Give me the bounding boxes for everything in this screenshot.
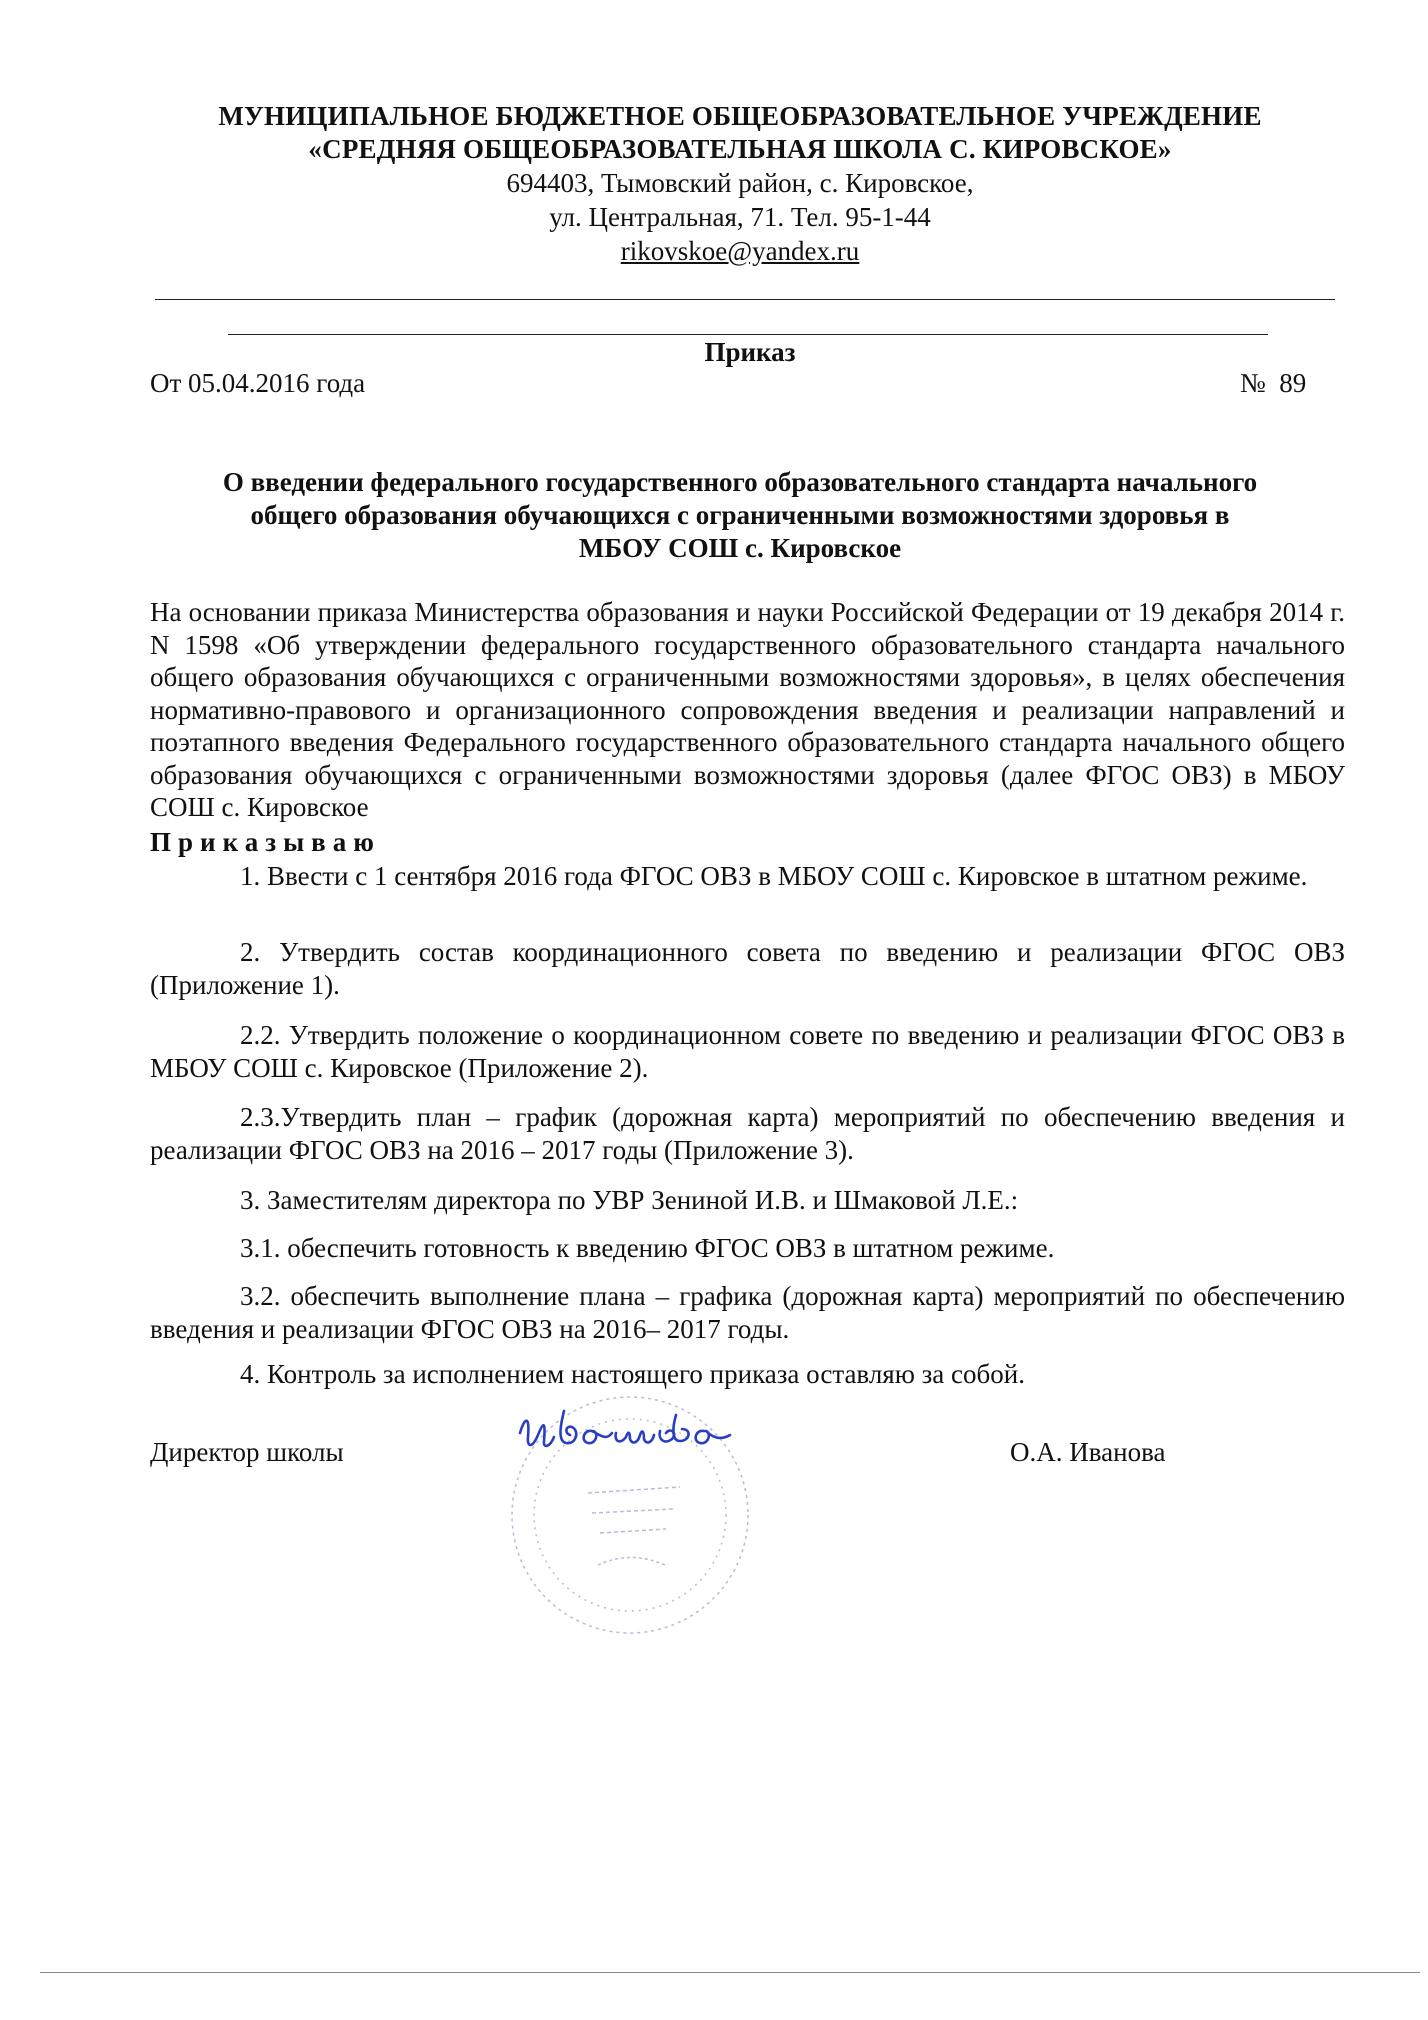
handwritten-signature-icon xyxy=(520,1411,730,1446)
order-item-2: 2. Утвердить состав координационного совета по введению и реализации ФГОС ОВЗ (Приложение 1). xyxy=(150,937,1345,1000)
subject-line2: общего образования обучающихся с ограниченными возможностями здоровья в xyxy=(250,500,1230,530)
signature-and-stamp xyxy=(480,1375,810,1645)
subject-line3: МБОУ СОШ с. Кировское xyxy=(578,533,902,563)
page-bottom-edge xyxy=(40,1972,1420,1973)
letterhead xyxy=(150,100,1330,268)
order-item-3-1: 3.1. обеспечить готовность к введению ФГОС ОВЗ в штатном режиме. xyxy=(240,1233,1055,1263)
signatory-name: О.А. Иванова xyxy=(1010,1437,1166,1467)
order-item-1: 1. Ввести с 1 сентября 2016 года ФГОС ОВЗ в МБОУ СОШ с. Кировское в штатном режиме. xyxy=(240,861,1308,891)
organization-name-line1: МУНИЦИПАЛЬНОЕ БЮДЖЕТНОЕ ОБЩЕОБРАЗОВАТЕЛЬНОЕ УЧРЕЖДЕНИЕ xyxy=(218,101,1262,131)
order-item-3-2: 3.2. обеспечить выполнение плана – графика (дорожная карта) мероприятий по обеспечению введения и реализации ФГОС ОВЗ на 2016– 2017 годы. xyxy=(150,1281,1345,1344)
order-item-2-2: 2.2. Утвердить положение о координационном совете по введению и реализации ФГОС ОВЗ в МБОУ СОШ с. Кировское (Приложение 2). xyxy=(150,1020,1345,1083)
directive-word: Приказываю xyxy=(150,827,381,857)
address-line2: ул. Центральная, 71. Тел. 95-1-44 xyxy=(549,202,931,232)
order-title: Приказ xyxy=(704,337,796,367)
order-item-4: 4. Контроль за исполнением настоящего приказа оставляю за собой. xyxy=(240,1359,1025,1389)
order-item-3: 3. Заместителям директора по УВР Зениной И.В. и Шмаковой Л.Е.: xyxy=(240,1185,1019,1215)
address-line1: 694403, Тымовский район, с. Кировское, xyxy=(506,168,974,198)
intro-paragraph: На основании приказа Министерства образования и науки Российской Федерации от 19 декабря 2014 г. N 1598 «Об утверждении федерального государственного образовательного стандарта начального общего образования обучающихся с ограниченными возможностями здоровья», в целях обеспечения нормативно-правового и организационного сопровождения введения и реализации направлений и поэтапного введения Федерального государственного образовательного стандарта начального общего образования обучающихся с ограниченными возможностями здоровья (далее ФГОС ОВЗ) в МБОУ СОШ с. Кировское xyxy=(150,597,1345,822)
order-number: № 89 xyxy=(1240,368,1307,398)
subject-line1: О введении федерального государственного образовательного стандарта начального xyxy=(222,467,1258,497)
organization-name-line2: «СРЕДНЯЯ ОБЩЕОБРАЗОВАТЕЛЬНАЯ ШКОЛА С. КИРОВСКОЕ» xyxy=(308,134,1172,164)
order-date: От 05.04.2016 года xyxy=(150,368,366,398)
order-subject xyxy=(150,466,1330,565)
order-item-2-3: 2.3.Утвердить план – график (дорожная карта) мероприятий по обеспечению введения и реализации ФГОС ОВЗ на 2016 – 2017 годы (Приложение 3). xyxy=(150,1102,1345,1165)
email-link[interactable]: rikovskoe@yandex.ru xyxy=(620,236,860,266)
header-divider-top xyxy=(155,299,1335,300)
signatory-role: Директор школы xyxy=(150,1437,344,1467)
